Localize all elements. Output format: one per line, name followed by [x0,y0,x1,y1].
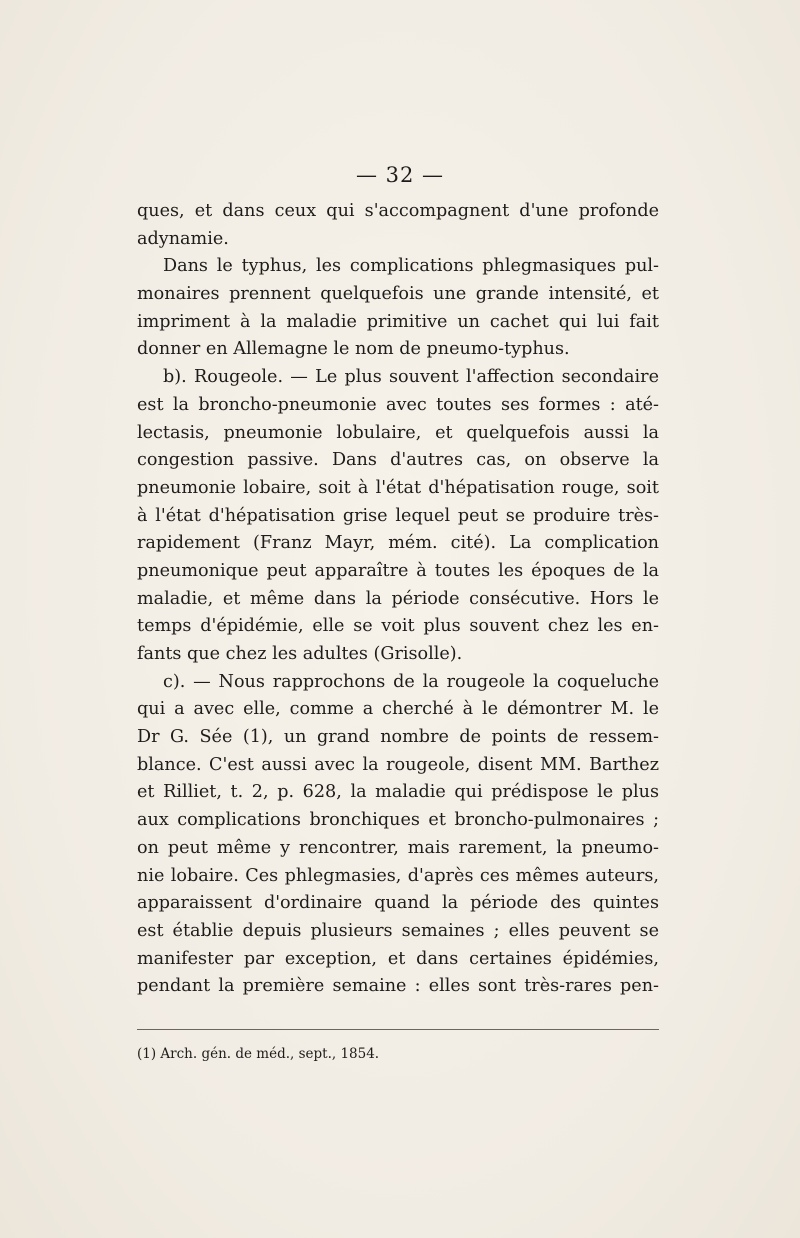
text-line: Dr G. Sée (1), un grand nombre de points de ressem- [137,727,659,748]
footnote: (1) Arch. gén. de méd., sept., 1854. [137,1046,380,1062]
text-line: et Rilliet, t. 2, p. 628, la maladie qui prédispose le plus [137,782,659,803]
text-line: lectasis, pneumonie lobulaire, et quelquefois aussi la [137,422,659,443]
text-line: adynamie. [137,228,229,249]
text-line: fants que chez les adultes (Grisolle). [137,644,463,664]
text-line: nie lobaire. Ces phlegmasies, d'après ces mêmes auteurs, [137,865,659,886]
text-line: on peut même y rencontrer, mais rarement, la pneumo- [137,837,659,858]
text-line: qui a avec elle, comme a cherché à le démontrer M. le [137,699,659,720]
text-line: est la broncho-pneumonie avec toutes ses formes : até- [137,394,659,415]
text-line: congestion passive. Dans d'autres cas, on observe la [137,450,659,471]
page-number: — 32 — [355,163,445,187]
text-line: impriment à la maladie primitive un cachet qui lui fait [137,311,659,332]
text-line: aux complications bronchiques et broncho-pulmonaires ; [137,810,659,831]
text-line: manifester par exception, et dans certaines épidémies, [137,948,659,969]
text-line: pneumonique peut apparaître à toutes les époques de la [137,560,659,581]
text-line: temps d'épidémie, elle se voit plus souvent chez les en- [137,616,659,637]
text-line: à l'état d'hépatisation grise lequel peut se produire très- [137,505,659,526]
footnote-divider [137,1029,659,1030]
text-line: monaires prennent quelquefois une grande intensité, et [137,284,659,305]
text-line: c). — Nous rapprochons de la rougeole la coqueluche [163,671,659,692]
text-line: donner en Allemagne le nom de pneumo-typhus. [137,339,570,360]
text-line: pneumonie lobaire, soit à l'état d'hépatisation rouge, soit [137,477,659,498]
text-line: ques, et dans ceux qui s'accompagnent d'une profonde [137,201,659,221]
body-text [137,198,659,1001]
text-line: maladie, et même dans la période consécutive. Hors le [137,588,659,609]
text-line: rapidement (Franz Mayr, mém. cité). La complication [137,533,659,554]
text-line: est établie depuis plusieurs semaines ; elles peuvent se [137,920,659,941]
text-line: Dans le typhus, les complications phlegmasiques pul- [163,256,659,277]
text-line: apparaissent d'ordinaire quand la période des quintes [137,893,659,914]
text-line: blance. C'est aussi avec la rougeole, disent MM. Barthez [137,754,659,775]
text-line: b). Rougeole. — Le plus souvent l'affection secondaire [163,367,659,388]
text-line: pendant la première semaine : elles sont très-rares pen- [137,976,659,997]
